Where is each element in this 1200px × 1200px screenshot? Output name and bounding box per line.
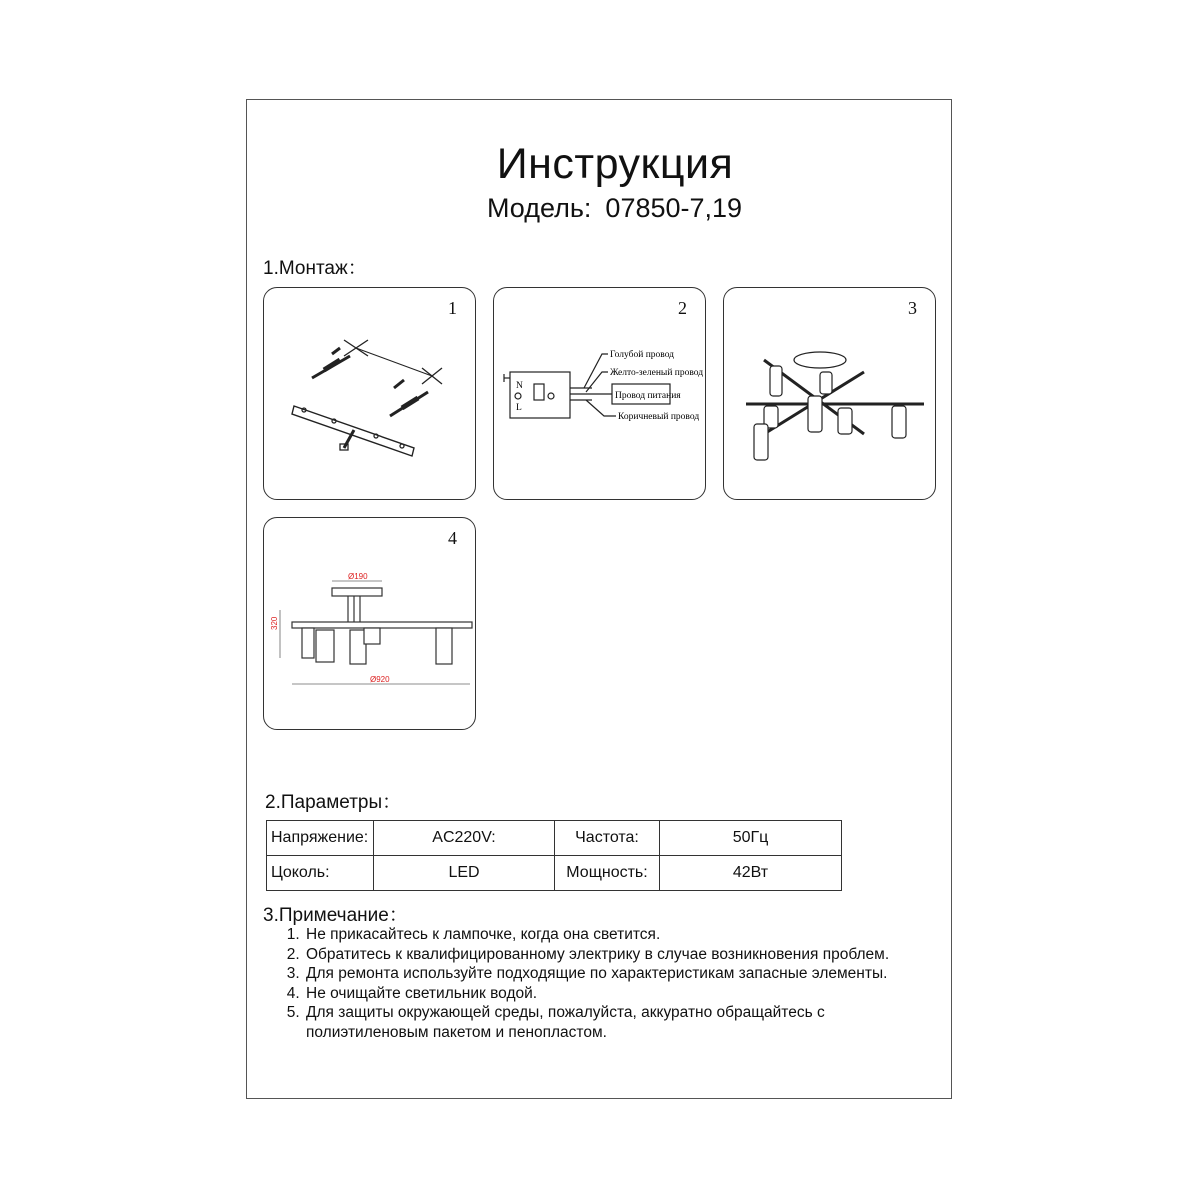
step-number: 4 (448, 528, 457, 548)
model-line (487, 193, 742, 224)
bracket-mounting-illustration (264, 288, 477, 501)
wire-label-power: Провод питания (615, 391, 681, 401)
wire-label-blue: Голубой провод (610, 350, 675, 360)
param-value-power: 42Вт (660, 856, 842, 891)
param-label-power: Мощность: (555, 856, 660, 891)
section-notes-heading: 3.Примечание： (263, 905, 408, 926)
list-item: 3. Для ремонта используйте подходящие по характеристикам запасные элементы. (304, 964, 944, 984)
param-label-base: Цоколь: (267, 856, 374, 891)
section-params-heading: 2.Параметры： (265, 792, 402, 813)
wiring-diagram (494, 288, 707, 501)
list-item: 4. Не очищайте светильник водой. (304, 984, 944, 1004)
dimension-top-width: Ø190 (348, 572, 368, 581)
wire-label-brown: Коричневый провод (618, 412, 700, 422)
step-panel-2 (493, 287, 706, 500)
dimension-height: 320 (270, 616, 279, 630)
step-panel-4 (263, 517, 476, 730)
section-mounting-heading: 1.Монтаж： (263, 258, 367, 279)
param-label-frequency: Частота: (555, 821, 660, 856)
step-panel-3 (723, 287, 936, 500)
model-number: 07850-7,19 (605, 193, 743, 223)
table-row (267, 856, 842, 891)
step-number: 1 (448, 298, 457, 318)
step-number: 3 (908, 298, 917, 318)
dimension-drawing (264, 518, 477, 731)
list-item: 1. Не прикасайтесь к лампочке, когда она светится. (304, 925, 944, 945)
table-row (267, 821, 842, 856)
terminal-label-n: N (516, 381, 523, 391)
param-label-voltage: Напряжение: (267, 821, 374, 856)
fixture-perspective-illustration (724, 288, 937, 501)
param-value-frequency: 50Гц (660, 821, 842, 856)
parameters-table (266, 820, 842, 891)
document-title: Инструкция (496, 140, 734, 188)
step-number: 2 (678, 298, 687, 318)
model-label: Модель: (487, 193, 592, 223)
list-item: 2. Обратитесь к квалифицированному электрику в случае возникновения проблем. (304, 945, 944, 965)
param-value-base: LED (374, 856, 555, 891)
list-item: 5. Для защиты окружающей среды, пожалуйста, аккуратно обращайтесь с полиэтиленовым пакетом и пенопластом. (304, 1003, 944, 1042)
terminal-label-l: L (516, 403, 522, 413)
notes-list (261, 925, 944, 1042)
step-panel-1 (263, 287, 476, 500)
dimension-total-width: Ø920 (370, 675, 390, 684)
wire-label-yellow-green: Желто-зеленый провод (610, 368, 704, 378)
param-value-voltage: AC220V: (374, 821, 555, 856)
